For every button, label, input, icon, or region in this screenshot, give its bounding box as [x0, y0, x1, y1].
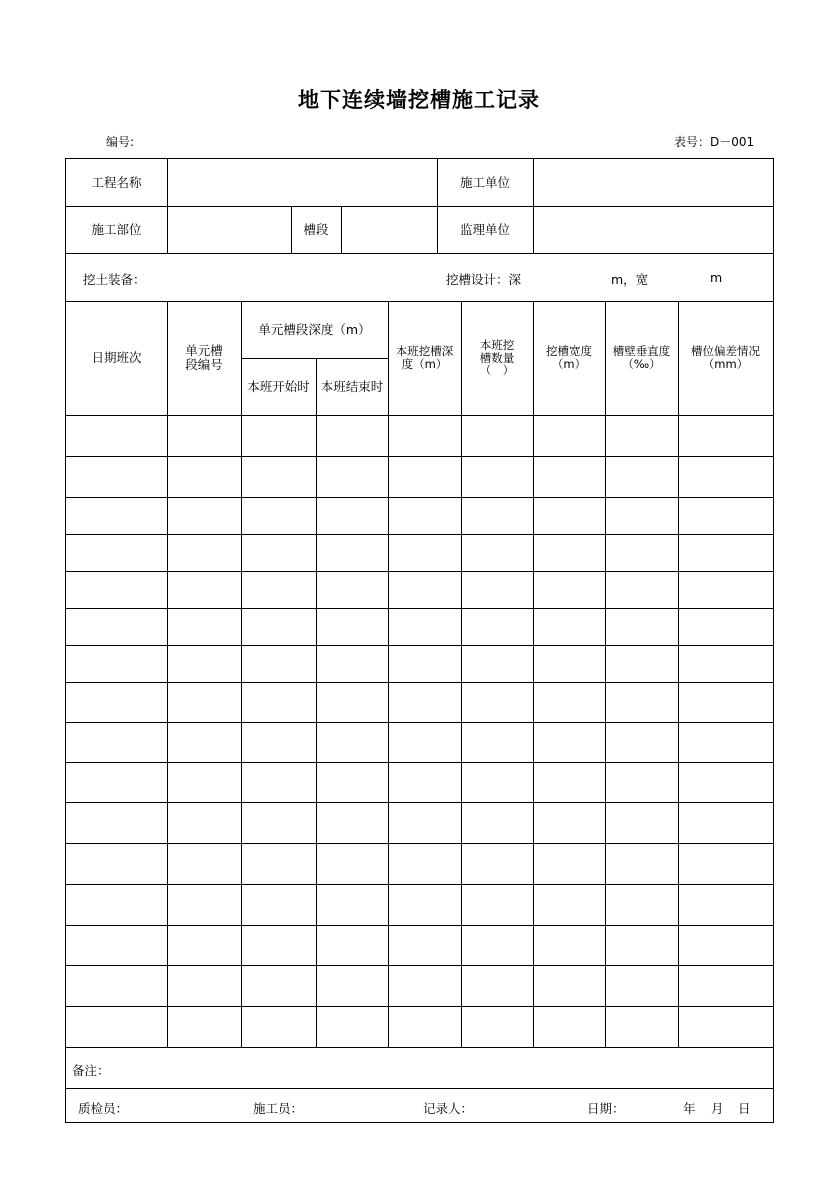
- grid-line: [66, 645, 773, 646]
- grid-line: [66, 884, 773, 885]
- trench-segment-label: 槽段: [303, 221, 329, 237]
- grid-line: [66, 843, 773, 844]
- grid-line: [66, 1006, 773, 1007]
- date-day: 日: [738, 1101, 751, 1116]
- grid-line: [437, 159, 438, 253]
- project-name-label: 工程名称: [91, 174, 142, 190]
- excavation-equipment-label: 挖土装备：: [83, 272, 146, 287]
- col-shift-count-line3: （ ）: [479, 363, 515, 378]
- grid-line: [241, 358, 388, 359]
- construction-unit-field[interactable]: [533, 159, 773, 206]
- col-shift-depth-line2: 度（m）: [401, 357, 448, 371]
- col-end: 本班结束时: [320, 378, 384, 394]
- grid-line: [66, 965, 773, 966]
- grid-line: [66, 722, 773, 723]
- construction-unit-label: 施工单位: [459, 174, 510, 190]
- grid-line: [316, 358, 317, 1047]
- grid-line: [66, 301, 773, 302]
- recorder-label: 记录人：: [423, 1101, 474, 1116]
- col-shift-depth-line1: 本班挖槽深: [395, 344, 454, 359]
- grid-line: [66, 534, 773, 535]
- grid-line: [66, 1088, 773, 1089]
- col-verticality: [605, 301, 678, 415]
- grid-line: [66, 415, 773, 416]
- record-table: [65, 158, 774, 1123]
- grid-line: [533, 301, 534, 1047]
- col-date-shift: 日期班次: [91, 350, 142, 366]
- design-depth-label: 挖槽设计：深: [446, 272, 522, 287]
- date-month: 月: [711, 1101, 724, 1116]
- date-year: 年: [683, 1101, 696, 1116]
- grid-line: [66, 206, 773, 207]
- date-label: 日期：: [587, 1101, 625, 1116]
- grid-line: [66, 497, 773, 498]
- grid-line: [533, 159, 534, 253]
- grid-line: [291, 206, 292, 253]
- grid-line: [66, 1047, 773, 1048]
- grid-line: [66, 925, 773, 926]
- form-number: 表号：D－001: [674, 135, 755, 149]
- grid-line: [461, 301, 462, 1047]
- col-shift-count-line2: 槽数量: [479, 350, 515, 365]
- col-unit-depth: 单元槽段深度（m）: [258, 321, 371, 337]
- col-verticality-line1: 槽壁垂直度: [612, 344, 671, 359]
- remarks-label: 备注：: [72, 1063, 110, 1078]
- grid-line: [66, 253, 773, 254]
- design-unit-label: m: [710, 270, 723, 285]
- col-shift-count: [461, 301, 533, 415]
- trench-segment-field[interactable]: [341, 206, 437, 253]
- col-shift-depth: [388, 301, 461, 415]
- grid-line: [341, 206, 342, 253]
- col-shift-count-line1: 本班挖: [479, 338, 515, 353]
- grid-line: [66, 571, 773, 572]
- col-width: [533, 301, 605, 415]
- grid-line: [66, 762, 773, 763]
- col-deviation-line2: （mm）: [702, 357, 749, 371]
- grid-line: [678, 301, 679, 1047]
- grid-line: [66, 802, 773, 803]
- supervision-unit-label: 监理单位: [459, 221, 510, 237]
- col-deviation-line1: 槽位偏差情况: [691, 344, 760, 359]
- project-name-field[interactable]: [167, 159, 437, 206]
- grid-line: [66, 682, 773, 683]
- construction-part-field[interactable]: [167, 206, 291, 253]
- grid-line: [167, 301, 168, 1047]
- col-unit-segment-no-line1: 单元槽: [185, 343, 223, 359]
- col-verticality-line2: （‰）: [622, 357, 661, 371]
- page-title: 地下连续墙挖槽施工记录: [298, 88, 540, 112]
- construction-part-label: 施工部位: [91, 221, 142, 237]
- col-width-line2: （m）: [551, 357, 587, 371]
- col-unit-segment-no-line2: 段编号: [185, 357, 223, 372]
- design-width-label: m，宽: [611, 272, 649, 287]
- col-deviation: [678, 301, 773, 415]
- code-label: 编号:: [106, 135, 135, 149]
- inspector-label: 质检员：: [78, 1101, 129, 1116]
- supervision-unit-field[interactable]: [533, 206, 773, 253]
- col-unit-segment-no: [167, 301, 241, 415]
- grid-line: [605, 301, 606, 1047]
- grid-line: [388, 301, 389, 1047]
- grid-line: [167, 159, 168, 253]
- worker-label: 施工员：: [253, 1101, 304, 1116]
- grid-line: [66, 608, 773, 609]
- col-width-line1: 挖槽宽度: [546, 344, 592, 359]
- grid-line: [241, 301, 242, 1047]
- col-start: 本班开始时: [247, 378, 310, 394]
- grid-line: [66, 456, 773, 457]
